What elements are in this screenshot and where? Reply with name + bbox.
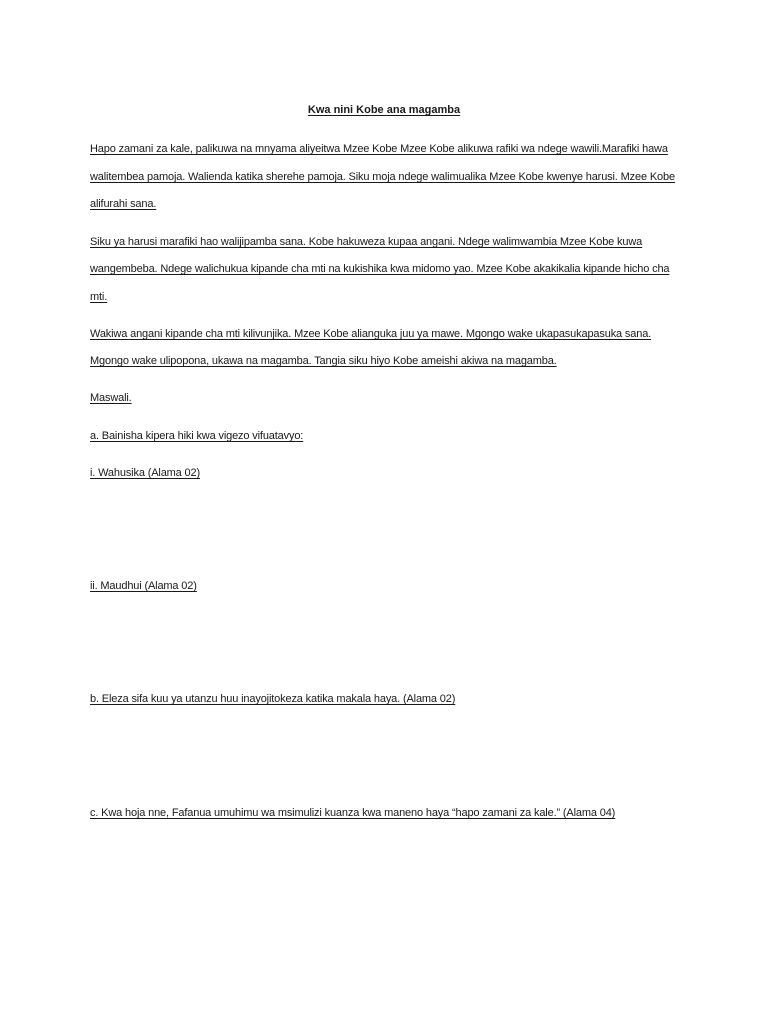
paragraph-3-line-2: Mgongo wake ulipopona, ukawa na magamba. Tangia siku hiyo Kobe ameishi akiwa na magamba. (90, 355, 557, 367)
document-title: Kwa nini Kobe ana magamba (307, 104, 461, 116)
question-c: c. Kwa hoja nne, Fafanua umuhimu wa msimulizi kuanza kwa maneno haya “hapo zamani za kale.” (Alama 04) (90, 807, 616, 819)
question-a: a. Bainisha kipera hiki kwa vigezo vifuatavyo: (90, 430, 304, 442)
paragraph-1-line-3: alifurahi sana. (90, 198, 157, 210)
paragraph-1-line-1: Hapo zamani za kale, palikuwa na mnyama aliyeitwa Mzee Kobe Mzee Kobe alikuwa rafiki wa ndege wawili.Marafiki hawa (90, 143, 668, 155)
questions-heading: Maswali. (90, 392, 132, 404)
question-a-i: i. Wahusika (Alama 02) (90, 467, 200, 479)
paragraph-2-line-3: mti. (90, 291, 108, 303)
paragraph-2-line-2: wangembeba. Ndege walichukua kipande cha mti na kukishika kwa midomo yao. Mzee Kobe akakikalia kipande hicho cha (90, 263, 670, 275)
paragraph-3-line-1: Wakiwa angani kipande cha mti kilivunjika. Mzee Kobe alianguka juu ya mawe. Mgongo wake ukapasukapasuka sana. (90, 328, 652, 340)
question-a-ii: ii. Maudhui (Alama 02) (90, 580, 197, 592)
paragraph-1-line-2: walitembea pamoja. Walienda katika sherehe pamoja. Siku moja ndege walimualika Mzee Kobe kwenye harusi. Mzee Kobe (90, 171, 675, 183)
question-b: b. Eleza sifa kuu ya utanzu huu inayojitokeza katika makala haya. (Alama 02) (90, 693, 456, 705)
paragraph-2-line-1: Siku ya harusi marafiki hao walijipamba sana. Kobe hakuweza kupaa angani. Ndege walimwambia Mzee Kobe kuwa (90, 236, 643, 248)
